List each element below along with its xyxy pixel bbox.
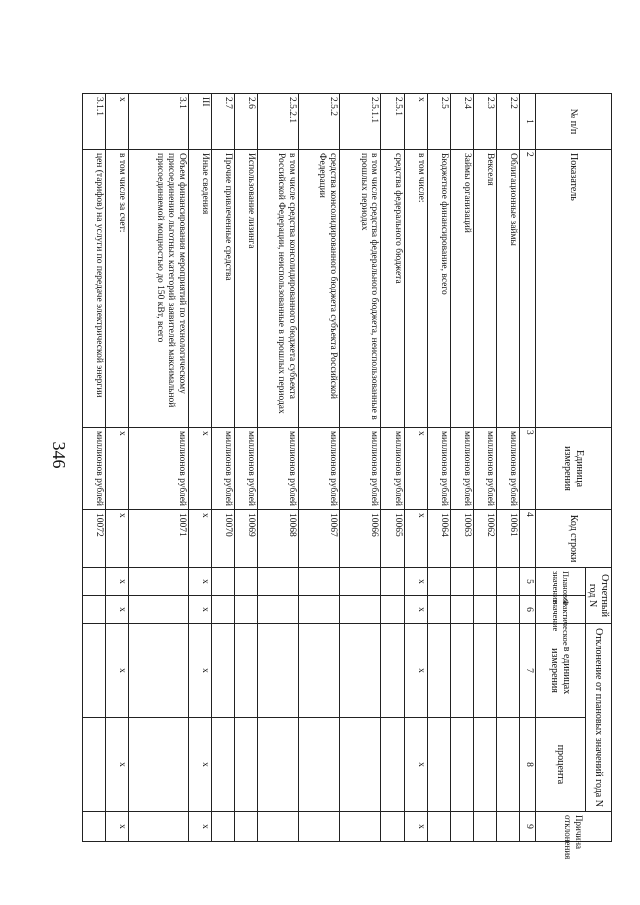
header-code: Код строки [536,510,612,568]
table-row [404,94,427,842]
row-code: х [188,510,211,568]
row-actual [381,596,404,624]
row-code: 10071 [129,510,188,568]
row-planned [234,568,257,596]
row-code: х [106,510,129,568]
row-dev-percent [83,718,106,812]
row-reason [129,812,188,842]
table-row [234,94,257,842]
table-row [129,94,188,842]
row-dev-units [427,624,450,718]
row-planned: х [404,568,427,596]
header-indicator: Показатель [536,150,612,428]
row-unit: миллионов рублей [234,428,257,510]
row-planned [299,568,340,596]
row-code: 10065 [381,510,404,568]
row-unit: миллионов рублей [381,428,404,510]
row-indicator: средства федерального бюджета [381,150,404,428]
row-actual: х [106,596,129,624]
row-planned [496,568,519,596]
row-reason [211,812,234,842]
row-dev-units [211,624,234,718]
header-reason: Причина отклонения [536,812,612,842]
col-number: 2 [520,150,536,428]
col-number: 5 [520,568,536,596]
row-actual [473,596,496,624]
row-reason [381,812,404,842]
row-dev-units [83,624,106,718]
row-planned: х [106,568,129,596]
header-dev-units: в единицах измерения [536,624,586,718]
row-indicator: Бюджетное финансирование, всего [427,150,450,428]
row-dev-percent [450,718,473,812]
row-dev-percent [473,718,496,812]
table-row [188,94,211,842]
row-actual [299,596,340,624]
col-number: 1 [520,94,536,150]
row-num: 2.6 [234,94,257,150]
col-number: 4 [520,510,536,568]
row-dev-percent [381,718,404,812]
row-unit: х [188,428,211,510]
row-indicator: Прочие привлеченные средства [211,150,234,428]
row-planned [129,568,188,596]
row-indicator: Объем финансирования мероприятий по технологическому присоединению льготных категорий заявителей максимальной присоединяемой мощностью до 150 кВт, всего [129,150,188,428]
row-unit: миллионов рублей [340,428,381,510]
row-actual [83,596,106,624]
row-code: 10064 [427,510,450,568]
row-code: 10068 [257,510,298,568]
row-indicator: в том числе средства консолидированного бюджета субъекта Российской Федерации, неиспользованные в прошлых периодах [257,150,298,428]
col-number: 8 [520,718,536,812]
table-row [496,94,519,842]
table-row [299,94,340,842]
row-num: 2.5.1 [381,94,404,150]
row-reason [234,812,257,842]
row-dev-units [340,624,381,718]
header-deviation: Отклонение от плановых значений года N [586,624,612,812]
row-num: III [188,94,211,150]
row-unit: миллионов рублей [211,428,234,510]
table-row [211,94,234,842]
row-actual: х [404,596,427,624]
row-dev-percent [340,718,381,812]
row-dev-units [381,624,404,718]
row-actual [496,596,519,624]
row-reason [427,812,450,842]
row-num: 2.5.2.1 [257,94,298,150]
row-unit: миллионов рублей [473,428,496,510]
row-num: 2.7 [211,94,234,150]
report-table [82,93,612,860]
row-planned [473,568,496,596]
row-dev-units [450,624,473,718]
row-dev-percent: х [106,718,129,812]
row-reason: х [106,812,129,842]
col-number: 9 [520,812,536,842]
row-reason: х [404,812,427,842]
row-indicator: Займы организаций [450,150,473,428]
row-indicator: в том числе средства федерального бюджета, неиспользованные в прошлых периодах [340,150,381,428]
row-dev-percent: х [404,718,427,812]
row-unit: миллионов рублей [299,428,340,510]
row-num: х [404,94,427,150]
row-dev-units: х [188,624,211,718]
page-number: 346 [49,441,69,469]
row-dev-percent [299,718,340,812]
row-dev-units: х [404,624,427,718]
row-code: 10070 [211,510,234,568]
row-indicator: Векселя [473,150,496,428]
row-indicator: цен (тарифов) на услуги по передаче электрической энергии [83,150,106,428]
row-code: 10061 [496,510,519,568]
row-planned [257,568,298,596]
row-reason [340,812,381,842]
row-num: х [106,94,129,150]
row-reason [473,812,496,842]
row-reason: х [188,812,211,842]
row-reason [299,812,340,842]
row-dev-percent [129,718,188,812]
row-reason [450,812,473,842]
header-unit: Единица измерения [536,428,612,510]
row-dev-percent: х [188,718,211,812]
row-code: 10063 [450,510,473,568]
row-dev-units [496,624,519,718]
row-code: 10072 [83,510,106,568]
header-num: № п/п [536,94,612,150]
row-planned [340,568,381,596]
row-indicator: Иные сведения [188,150,211,428]
row-indicator: Использование лизинга [234,150,257,428]
row-dev-percent [234,718,257,812]
table-row [83,94,106,842]
row-num: 2.4 [450,94,473,150]
row-dev-units [473,624,496,718]
row-dev-percent [211,718,234,812]
row-num: 2.5.2 [299,94,340,150]
row-indicator: Облигационные займы [496,150,519,428]
row-unit: миллионов рублей [257,428,298,510]
row-reason [83,812,106,842]
row-dev-units [129,624,188,718]
table-row [340,94,381,842]
col-number: 3 [520,428,536,510]
row-actual [450,596,473,624]
row-num: 3.1.1 [83,94,106,150]
row-num: 2.2 [496,94,519,150]
row-actual [340,596,381,624]
row-reason [257,812,298,842]
header-planned: Плановое значение [536,568,586,596]
row-unit: миллионов рублей [129,428,188,510]
row-actual [234,596,257,624]
row-unit: миллионов рублей [496,428,519,510]
row-planned: х [188,568,211,596]
row-code: 10069 [234,510,257,568]
row-dev-units [234,624,257,718]
row-planned [450,568,473,596]
row-actual [129,596,188,624]
row-num: 2.5.1.1 [340,94,381,150]
row-code: 10062 [473,510,496,568]
row-planned [381,568,404,596]
table-row [450,94,473,842]
row-code: 10066 [340,510,381,568]
row-indicator: в том числе за счет: [106,150,129,428]
row-actual: х [188,596,211,624]
header-actual: Фактическое значение [536,596,586,624]
row-unit: х [106,428,129,510]
row-num: 2.5 [427,94,450,150]
row-num: 3.1 [129,94,188,150]
row-indicator: средства консолидированного бюджета субъекта Российской Федерации [299,150,340,428]
row-code: 10067 [299,510,340,568]
row-actual [257,596,298,624]
row-dev-units [299,624,340,718]
row-dev-percent [257,718,298,812]
row-dev-percent [496,718,519,812]
row-indicator: в том числе: [404,150,427,428]
row-dev-percent [427,718,450,812]
rotated-table-container [82,93,612,860]
table-row [473,94,496,842]
table-row [427,94,450,842]
row-unit: миллионов рублей [83,428,106,510]
row-code: х [404,510,427,568]
row-planned [427,568,450,596]
header-report-year: Отчетный год N [586,568,612,624]
row-dev-units: х [106,624,129,718]
row-actual [211,596,234,624]
row-num: 2.3 [473,94,496,150]
row-reason [496,812,519,842]
row-planned [211,568,234,596]
table-row [257,94,298,842]
col-number: 6 [520,596,536,624]
row-planned [83,568,106,596]
row-unit: х [404,428,427,510]
row-unit: миллионов рублей [450,428,473,510]
row-unit: миллионов рублей [427,428,450,510]
row-dev-units [257,624,298,718]
header-dev-percent: процента [536,718,586,812]
row-actual [427,596,450,624]
table-row [381,94,404,842]
col-number: 7 [520,624,536,718]
table-row [106,94,129,842]
